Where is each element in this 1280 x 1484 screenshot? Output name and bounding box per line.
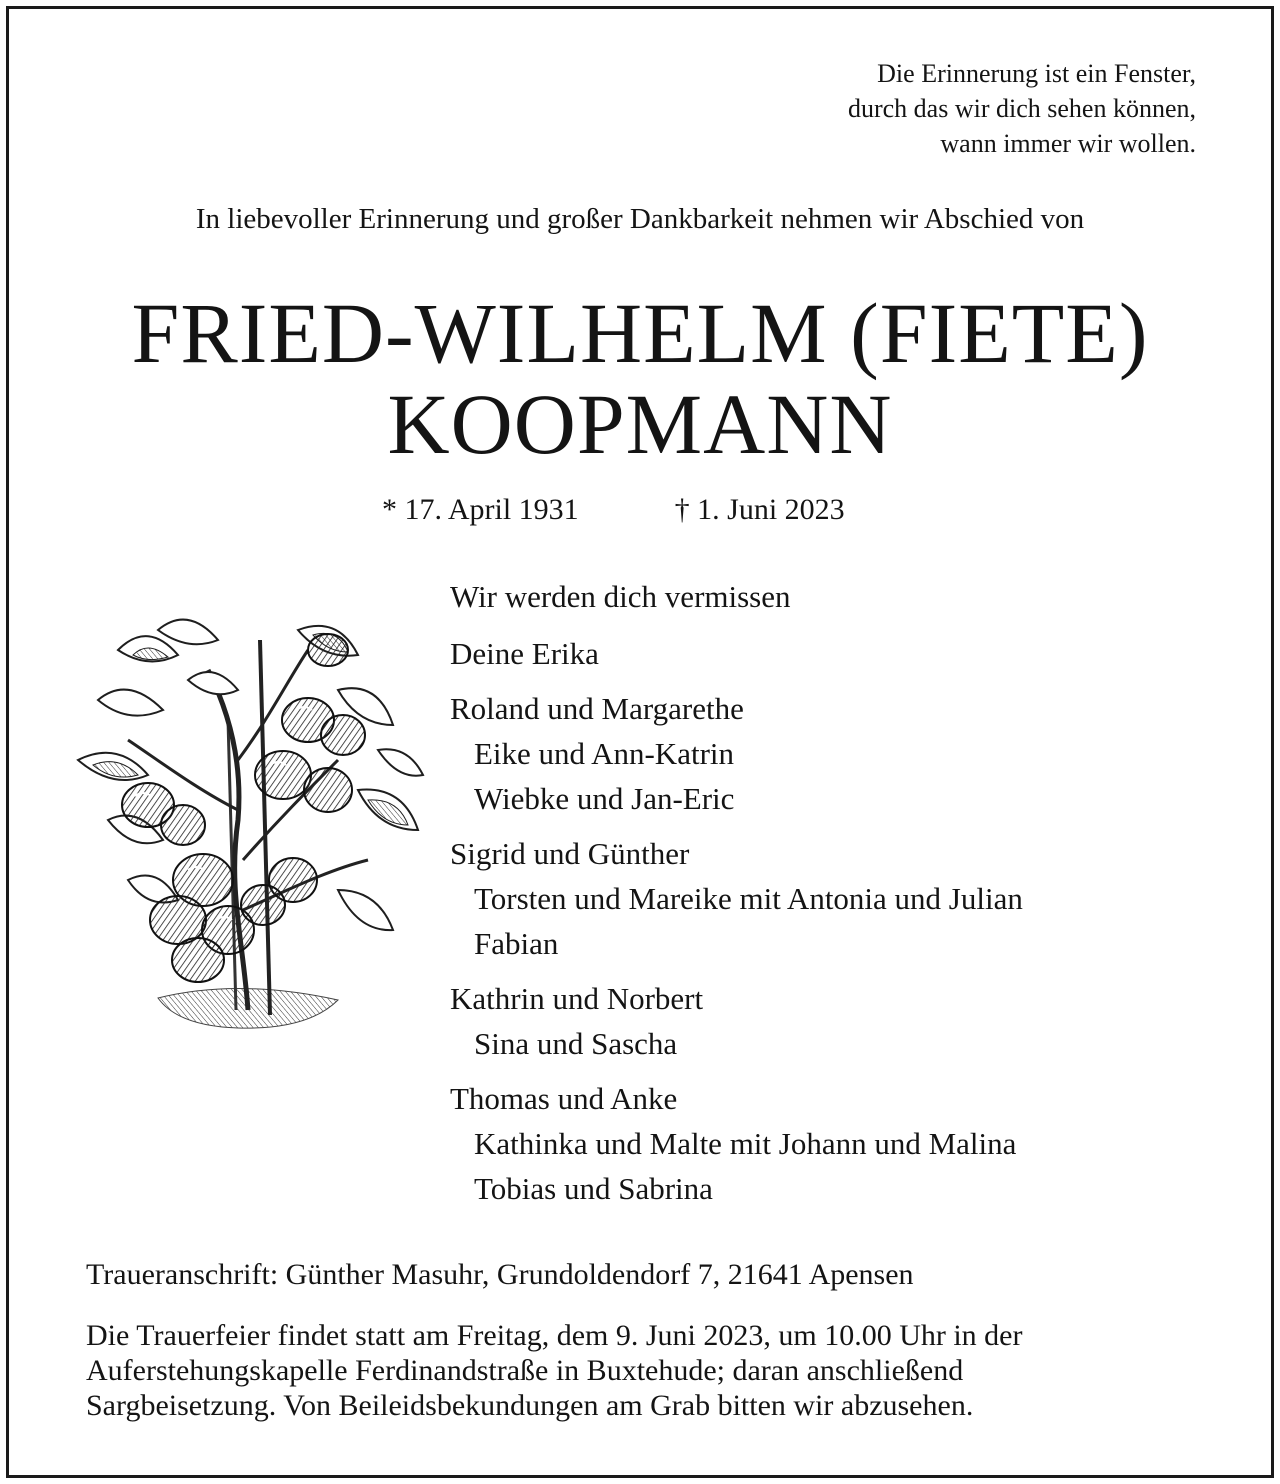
quote-line: wann immer wir wollen. [940, 129, 1196, 158]
family-member: Wiebke und Jan-Eric [474, 781, 735, 816]
family-member: Tobias und Sabrina [474, 1171, 713, 1206]
memorial-quote [848, 56, 1196, 161]
family-group [450, 1076, 1023, 1211]
family-member: Kathinka und Malte mit Johann und Malina [474, 1126, 1017, 1161]
family-group [450, 831, 1023, 966]
quote-line: durch das wir dich sehen können, [847, 94, 1196, 123]
quote-line: Die Erinnerung ist ein Fenster, [877, 59, 1196, 88]
life-dates [382, 490, 845, 530]
birth-date: * 17. April 1931 [382, 493, 579, 526]
funeral-details-line: Auferstehungskapelle Ferdinandstraße in Buxtehude; daran anschließend [86, 1354, 964, 1387]
family-group [450, 631, 1023, 676]
death-date: † 1. Juni 2023 [674, 493, 845, 526]
funeral-details-line: Sargbeisetzung. Von Beileidsbekundungen am Grab bitten wir abzusehen. [86, 1389, 974, 1422]
mourners-list [450, 574, 1023, 1221]
family-group [450, 976, 1023, 1066]
mourning-address: Traueranschrift: Günther Masuhr, Grundoldendorf 7, 21641 Apensen [86, 1258, 914, 1291]
family-group-head: Kathrin und Norbert [450, 981, 704, 1016]
intro-text: In liebevoller Erinnerung und großer Dankbarkeit nehmen wir Abschied von [195, 203, 1085, 235]
family-group [450, 686, 1023, 821]
deceased-name [0, 285, 1280, 472]
family-group-head: Roland und Margarethe [450, 691, 744, 726]
mourners-lead: Wir werden dich vermissen [450, 579, 791, 614]
family-member: Sina und Sascha [474, 1026, 678, 1061]
funeral-details-line: Die Trauerfeier findet statt am Freitag, dem 9. Juni 2023, um 10.00 Uhr in der [86, 1319, 1023, 1352]
tomato-plant-engraving-icon [38, 560, 438, 1070]
family-member: Eike und Ann-Katrin [474, 736, 735, 771]
deceased-name-line1: FRIED-WILHELM (FIETE) [131, 285, 1149, 381]
family-member: Fabian [474, 926, 559, 961]
family-group-head: Sigrid und Günther [450, 836, 690, 871]
family-group-head: Thomas und Anke [450, 1081, 678, 1116]
funeral-details [86, 1318, 1206, 1423]
family-member: Torsten und Mareike mit Antonia und Julian [474, 881, 1023, 916]
family-group-head: Deine Erika [450, 636, 599, 671]
deceased-name-line2: KOOPMANN [387, 376, 893, 472]
